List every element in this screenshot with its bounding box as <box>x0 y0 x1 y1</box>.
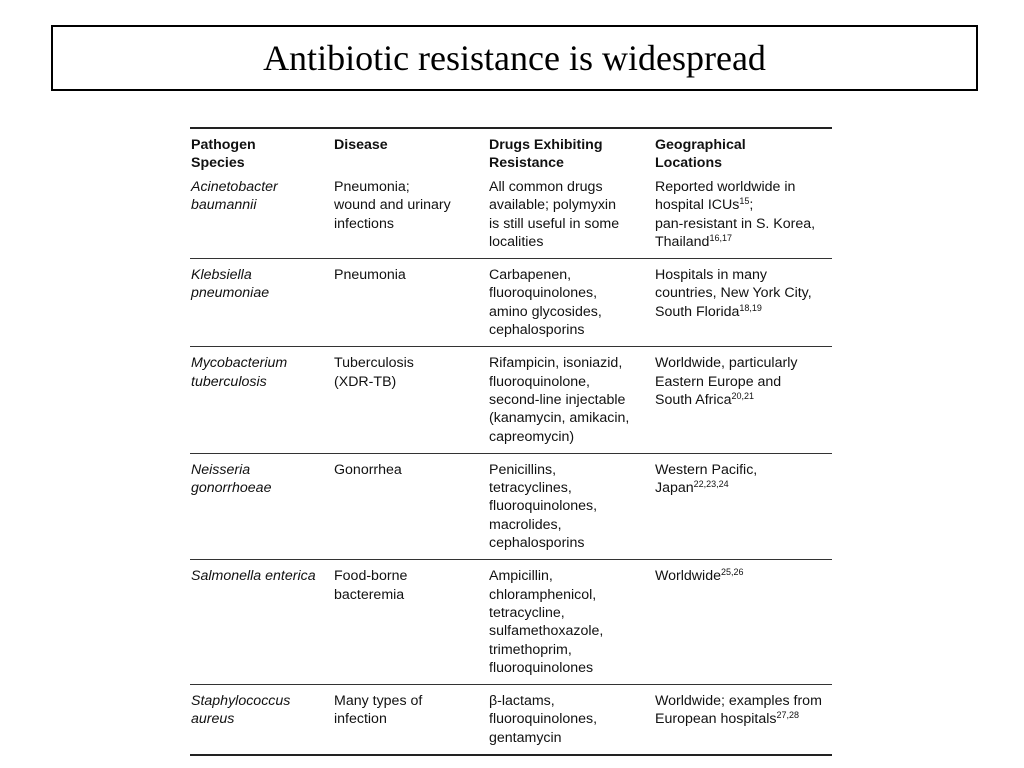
reference-superscript: 25,26 <box>720 567 744 578</box>
cell-drugs-resistance: Carbapenen, fluoroquinolones, amino glycosides, cephalosporins <box>488 259 654 347</box>
table-body <box>190 178 832 755</box>
cell-geographical-location <box>654 560 832 685</box>
cell-drugs-resistance: Penicillins, tetracyclines, fluoroquinolones, macrolides, cephalosporins <box>488 453 654 559</box>
cell-disease: Many types of infection <box>333 685 488 755</box>
location-text: Worldwide <box>655 568 721 585</box>
location-text: Western Pacific, Japan <box>655 461 758 497</box>
cell-geographical-location <box>654 685 832 755</box>
table-row <box>190 685 832 755</box>
table-row <box>190 347 832 453</box>
reference-superscript: 18,19 <box>739 302 762 313</box>
cell-pathogen-species: Staphylococcus aureus <box>190 685 333 755</box>
location-text: Worldwide; examples from European hospitals <box>655 693 822 728</box>
location-text: Reported worldwide in hospital ICUs <box>655 179 796 214</box>
header-geographical-locations: Geographical Locations <box>655 137 746 171</box>
location-text: ; pan-resistant in S. Korea, Thailand <box>655 197 816 250</box>
cell-disease: Tuberculosis (XDR-TB) <box>333 347 488 453</box>
slide-title: Antibiotic resistance is widespread <box>263 38 766 78</box>
cell-geographical-location <box>654 259 832 347</box>
table-row <box>190 560 832 685</box>
cell-disease: Pneumonia; wound and urinary infections <box>333 178 488 259</box>
cell-drugs-resistance: All common drugs available; polymyxin is still useful in some localities <box>488 178 654 259</box>
cell-pathogen-species: Klebsiella pneumoniae <box>190 259 333 347</box>
cell-pathogen-species: Salmonella enterica <box>190 560 333 685</box>
cell-disease: Gonorrhea <box>333 453 488 559</box>
cell-drugs-resistance: β-lactams, fluoroquinolones, gentamycin <box>488 685 654 755</box>
cell-pathogen-species: Acinetobacter baumannii <box>190 178 333 259</box>
cell-pathogen-species: Neisseria gonorrhoeae <box>190 453 333 559</box>
table-row <box>190 453 832 559</box>
header-pathogen-species: Pathogen Species <box>191 137 256 171</box>
cell-geographical-location <box>654 178 832 259</box>
table-row <box>190 259 832 347</box>
table-header-row <box>190 128 832 178</box>
reference-superscript: 20,21 <box>731 390 755 401</box>
location-text: Hospitals in many countries, New York City, South Florida <box>655 267 812 320</box>
header-disease: Disease <box>334 137 388 153</box>
cell-geographical-location <box>654 453 832 559</box>
table-row <box>190 178 832 259</box>
reference-superscript: 27,28 <box>776 710 799 721</box>
resistance-table-container <box>190 127 832 756</box>
cell-disease: Food-borne bacteremia <box>333 560 488 685</box>
cell-drugs-resistance: Ampicillin, chloramphenicol, tetracycline, sulfamethoxazole, trimethoprim, fluoroquinolones <box>488 560 654 685</box>
reference-superscript: 22,23,24 <box>693 479 729 490</box>
cell-pathogen-species: Mycobacterium tuberculosis <box>190 347 333 453</box>
resistance-table <box>190 127 832 756</box>
slide-title-box <box>51 25 978 91</box>
cell-disease: Pneumonia <box>333 259 488 347</box>
header-drugs-resistance: Drugs Exhibiting Resistance <box>489 137 603 171</box>
cell-drugs-resistance: Rifampicin, isoniazid, fluoroquinolone, second-line injectable (kanamycin, amikacin, capreomycin) <box>488 347 654 453</box>
reference-superscript: 16,17 <box>709 232 732 243</box>
cell-geographical-location <box>654 347 832 453</box>
location-text: Worldwide, particularly Eastern Europe and South Africa <box>655 355 798 408</box>
reference-superscript: 15 <box>739 196 750 207</box>
